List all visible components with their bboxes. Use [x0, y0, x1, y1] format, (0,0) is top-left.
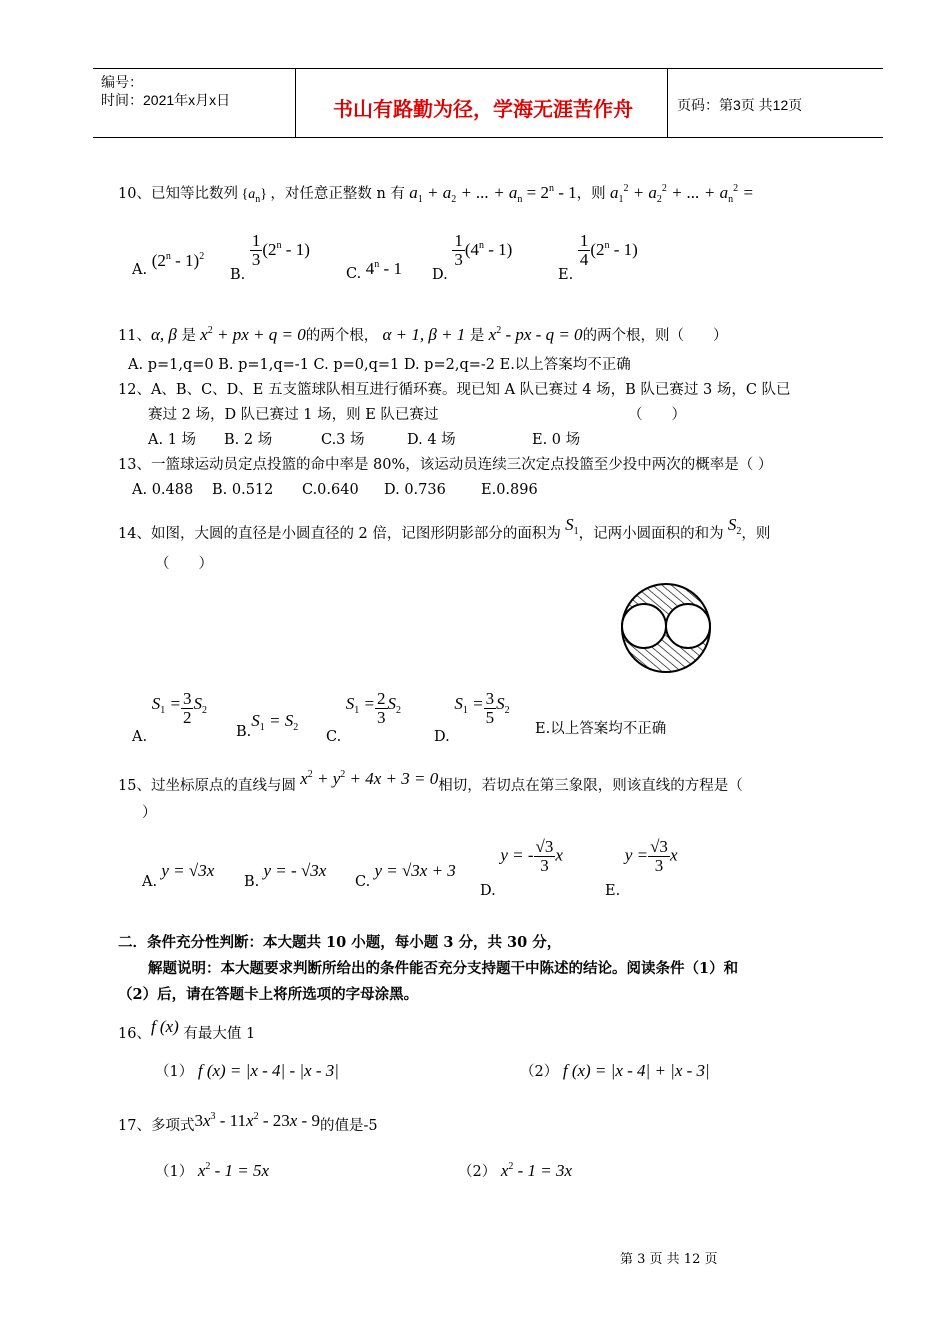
page-header: [93, 68, 883, 138]
q14-option-c: C. $S_1$ = $\frac{2}{3}$ $S_2$: [326, 689, 402, 745]
q12-option-e: E. 0 场: [532, 432, 581, 448]
question-15-close: ）: [142, 805, 157, 821]
q10-option-d: D. $\frac{1}{3}$ (4$^n$ - 1): [432, 231, 513, 283]
small-circle-right: [666, 604, 710, 648]
header-code: 编号：: [101, 74, 143, 90]
q13-option-a: A. 0.488: [132, 482, 194, 498]
formula: $a_1 + a_2$ + ... + $a_n$: [404, 183, 523, 205]
q14-option-b: $B.S_1 = S_2$: [236, 711, 299, 740]
q10-option-b: B. $\frac{1}{3}$ (2$^n$ - 1): [230, 231, 310, 283]
q17-condition-1: （1） $x^2 - 1 = 5x$: [155, 1161, 270, 1180]
answer-paren: （ ）: [155, 556, 213, 572]
question-12-line2: 赛过 2 场，D 队已赛过 1 场，则 E 队已赛过: [148, 407, 439, 423]
q13-option-d: D. 0.736: [384, 482, 446, 498]
q15-option-a: A. y = √3x: [142, 861, 215, 890]
section-note-line1: 解题说明：本大题要求判断所给出的条件能否充分支持题干中陈述的结论。阅读条件（1）和: [148, 960, 739, 977]
small-circle-left: [622, 604, 666, 648]
formula: $\{a_n\}$: [237, 187, 271, 205]
q14-option-a: A. $S_1$ = $\frac{3}{2}$ $S_2$: [132, 689, 207, 745]
answer-paren: （ ）: [628, 407, 686, 423]
question-16: 16、f (x) 有最大值 1: [118, 1017, 256, 1042]
q13-option-b: B. 0.512: [212, 482, 274, 498]
q10-option-c: C. 4$^n$ - 1: [346, 259, 402, 282]
page-footer: 第 3 页 共 12 页: [620, 1252, 718, 1267]
q13-option-c: C.0.640: [302, 482, 359, 498]
question-number: 10、: [118, 186, 151, 202]
q12-option-b: B. 2 场: [224, 432, 273, 448]
header-divider: [295, 69, 296, 137]
header-motto: 书山有路勤为径，学海无涯苦作舟: [333, 97, 633, 121]
question-10: [118, 180, 754, 209]
q12-option-a: A. 1 场: [148, 432, 197, 448]
section-title: 二．条件充分性判断：本大题共 10 小题，每小题 3 分，共 30 分，: [118, 934, 562, 951]
header-page-number: 页码：第3页 共12页: [677, 97, 803, 113]
q15-option-b: B. y = - √3x: [244, 861, 327, 890]
question-text: ，对任意正整数 n 有: [270, 186, 405, 202]
q13-option-e: E.0.896: [481, 482, 538, 498]
formula: = $2^n - 1$: [526, 183, 577, 202]
question-text: ，则: [576, 186, 606, 202]
q10-option-e: E. $\frac{1}{4}$ (2$^n$ - 1): [558, 231, 638, 283]
question-13: 13、一篮球运动员定点投篮的命中率是 80%，该运动员连续三次定点投篮至少投中两次的概率是（ ）: [118, 457, 773, 473]
question-11: 11、α, β 是 $x^2$ + px + q = 0的两个根， α + 1, β + 1 是 $x^2$ - px - q = 0的两个根，则（ ）: [118, 325, 728, 344]
header-time: 时间：2021年x月x日: [101, 92, 231, 108]
header-divider: [667, 69, 668, 137]
q14-option-e: E.以上答案均不正确: [535, 721, 667, 737]
q12-option-c: C.3 场: [321, 432, 365, 448]
q15-option-c: C. y = √3x + 3: [355, 861, 456, 890]
question-17: 17、多项式$3x^3 - 11x^2 - 23x - 9$的值是-5: [118, 1111, 378, 1134]
q15-option-d: D. y = - $\frac{√3}{3}$ x: [480, 837, 563, 899]
circles-figure: [618, 580, 714, 676]
formula: $a_1^2 + a_2^2$ + ... + $a_n^2$ =: [605, 183, 754, 205]
header-meta: [101, 73, 230, 109]
question-text: 已知等比数列: [150, 186, 238, 202]
q16-condition-1: （1） f (x) = |x - 4| - |x - 3|: [155, 1061, 339, 1080]
q10-option-a: A. (2$^n$ - 1)$^2$: [132, 251, 205, 278]
q14-option-d: D. $S_1$ = $\frac{3}{5}$ $S_2$: [434, 689, 510, 745]
q11-options: A. p=1,q=0 B. p=1,q=-1 C. p=0,q=1 D. p=2,q=-2 E.以上答案均不正确: [128, 357, 631, 373]
q16-condition-2: （2） f (x) = |x - 4| + |x - 3|: [520, 1061, 710, 1080]
q12-option-d: D. 4 场: [407, 432, 456, 448]
question-15: 15、过坐标原点的直线与圆 $x^2 + y^2 + 4x + 3 = 0$相切，若切点在第三象限，则该直线的方程是（: [118, 769, 743, 794]
section-note-line2: （2）后，请在答题卡上将所选项的字母涂黑。: [118, 986, 419, 1003]
q17-condition-2: （2） $x^2 - 1 = 3x$: [458, 1161, 573, 1180]
question-12-line1: 12、A、B、C、D、E 五支篮球队相互进行循环赛。现已知 A 队已赛过 4 场，B 队已赛过 3 场，C 队已: [118, 382, 791, 398]
question-14: 14、如图，大圆的直径是小圆直径的 2 倍，记图形阴影部分的面积为 $S_1$，记两小圆面积的和为 $S_2$，则: [118, 515, 771, 542]
q15-option-e: E. y = $\frac{√3}{3}$ x: [605, 837, 678, 899]
